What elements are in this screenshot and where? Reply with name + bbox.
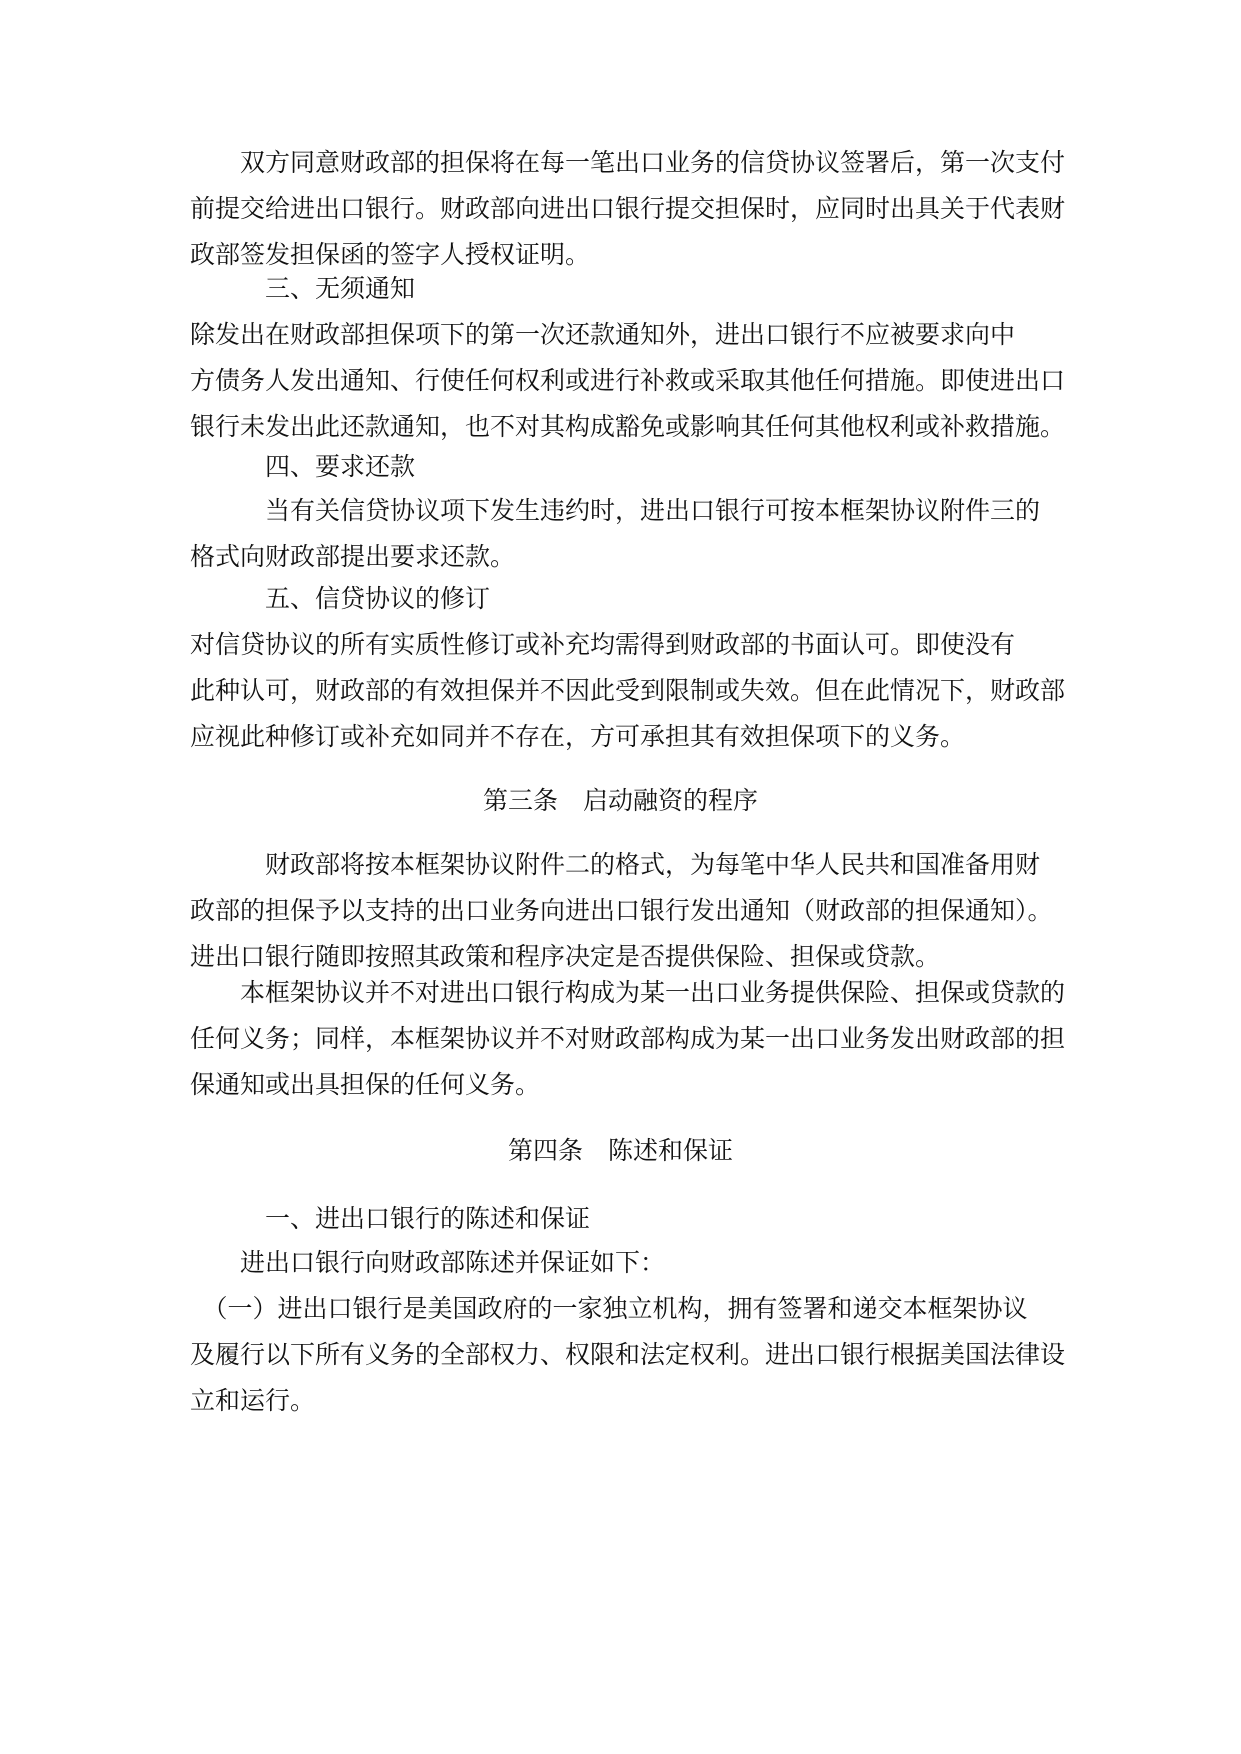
text-line: 双方同意财政部的担保将在每一笔出口业务的信贷协议签署后，第一次支付 xyxy=(190,148,1066,177)
paragraph-no-notice xyxy=(190,312,1066,450)
text-line: 及履行以下所有义务的全部权力、权限和法定权利。进出口银行根据美国法律设 xyxy=(190,1340,1066,1369)
article-heading-3: 第三条 启动融资的程序 xyxy=(482,786,758,815)
text-line: 应视此种修订或补充如同并不存在，方可承担其有效担保项下的义务。 xyxy=(190,722,966,751)
text-line: 进出口银行随即按照其政策和程序决定是否提供保险、担保或贷款。 xyxy=(190,942,941,971)
paragraph-guarantee-delivery xyxy=(190,140,1066,278)
text-line: 任何义务；同样，本框架协议并不对财政部构成为某一出口业务发出财政部的担 xyxy=(190,1024,1066,1053)
text-line: 方债务人发出通知、行使任何权利或进行补救或采取其他任何措施。即使进出口 xyxy=(190,366,1066,395)
text-line: 银行未发出此还款通知，也不对其构成豁免或影响其任何其他权利或补救措施。 xyxy=(190,412,1066,441)
paragraph-exim-statement: 进出口银行向财政部陈述并保证如下： xyxy=(190,1248,666,1277)
text-line: 格式向财政部提出要求还款。 xyxy=(190,542,516,571)
section-heading-exim-representations: 一、进出口银行的陈述和保证 xyxy=(190,1204,591,1233)
text-line: （一）进出口银行是美国政府的一家独立机构，拥有签署和递交本框架协议 xyxy=(190,1294,1028,1323)
text-line: 政部的担保予以支持的出口业务向进出口银行发出通知（财政部的担保通知）。 xyxy=(190,896,1053,925)
text-line: 财政部将按本框架协议附件二的格式，为每笔中华人民共和国准备用财 xyxy=(190,850,1041,879)
section-heading-amendments: 五、信贷协议的修订 xyxy=(190,584,491,613)
text-line: 除发出在财政部担保项下的第一次还款通知外，进出口银行不应被要求向中 xyxy=(190,320,1016,349)
text-line: 当有关信贷协议项下发生违约时，进出口银行可按本框架协议附件三的 xyxy=(190,496,1041,525)
article-heading-4: 第四条 陈述和保证 xyxy=(507,1136,733,1165)
text-line: 前提交给进出口银行。财政部向进出口银行提交担保时，应同时出具关于代表财 xyxy=(190,194,1066,223)
text-line: 立和运行。 xyxy=(190,1386,316,1415)
paragraph-amendments xyxy=(190,622,1066,760)
text-line: 对信贷协议的所有实质性修订或补充均需得到财政部的书面认可。即使没有 xyxy=(190,630,1016,659)
section-heading-no-notice: 三、无须通知 xyxy=(190,274,416,303)
paragraph-exim-clause-1 xyxy=(190,1286,1066,1424)
paragraph-no-obligation xyxy=(190,970,1066,1108)
text-line: 保通知或出具担保的任何义务。 xyxy=(190,1070,541,1099)
paragraph-demand-repayment xyxy=(190,488,1050,580)
text-line: 本框架协议并不对进出口银行构成为某一出口业务提供保险、担保或贷款的 xyxy=(190,978,1066,1007)
text-line: 此种认可，财政部的有效担保并不因此受到限制或失效。但在此情况下，财政部 xyxy=(190,676,1066,705)
section-heading-demand-repayment: 四、要求还款 xyxy=(190,452,416,481)
paragraph-financing-procedure xyxy=(190,842,1053,980)
text-line: 政部签发担保函的签字人授权证明。 xyxy=(190,240,591,269)
